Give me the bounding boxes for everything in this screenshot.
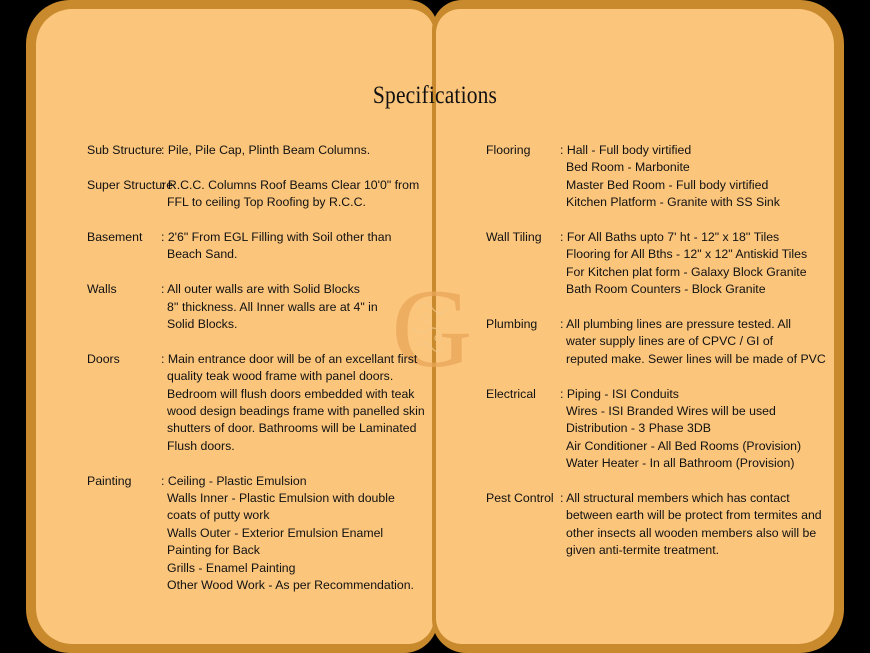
spec-line: Solid Blocks.	[167, 317, 238, 332]
spec-line: Distribution - 3 Phase 3DB	[566, 421, 711, 436]
spec-line: 8'' thickness. All Inner walls are at 4" in	[167, 299, 378, 314]
spec-details	[560, 386, 806, 473]
spec-line: wood design beadings frame with panelled skin	[167, 404, 425, 419]
spec-line: Kitchen Platform - Granite with SS Sink	[566, 195, 780, 210]
spec-line: : All plumbing lines are pressure tested. All	[560, 317, 792, 332]
spec-line: quality teak wood frame with panel doors.	[167, 369, 394, 384]
spec-line: For Kitchen plat form - Galaxy Block Granite	[566, 264, 807, 279]
spec-line: : Hall - Full body virtified	[560, 143, 692, 157]
spec-line: coats of putty work	[167, 508, 270, 523]
spec-line: FFL to ceiling Top Roofing by R.C.C.	[167, 195, 366, 210]
spec-line: Other Wood Work - As per Recommendation.	[167, 578, 414, 593]
spec-line: Beach Sand.	[167, 247, 238, 262]
left-spec-column	[87, 142, 425, 612]
spec-details	[560, 490, 822, 560]
spec-painting	[87, 473, 414, 595]
spec-details	[161, 177, 419, 212]
spec-label: Super Structure	[87, 177, 174, 192]
spec-line: : R.C.C. Columns Roof Beams Clear 10'0" from	[161, 177, 420, 192]
spec-line: : Ceiling - Plastic Emulsion	[161, 473, 307, 488]
spec-label: Wall Tiling	[486, 230, 542, 245]
spec-details	[161, 142, 407, 159]
spec-label: Walls	[87, 282, 117, 297]
spec-sub-structure	[87, 142, 407, 159]
spec-line: : Pile, Pile Cap, Plinth Beam Columns.	[161, 143, 371, 157]
page-title: Specifications	[372, 82, 498, 109]
spec-label: Plumbing	[486, 317, 538, 332]
watermark-letter: G	[391, 278, 473, 378]
spec-pest-control	[486, 490, 822, 560]
spec-line: : 2'6" From EGL Filling with Soil other than	[161, 230, 392, 244]
spec-details	[161, 351, 425, 455]
spec-line: Bath Room Counters - Block Granite	[566, 282, 766, 297]
spec-details	[560, 229, 807, 299]
spec-details	[161, 229, 407, 264]
spec-details	[161, 281, 407, 333]
spec-super-structure	[87, 177, 420, 212]
spec-line: : For All Baths upto 7' ht - 12" x 18'' Tiles	[560, 230, 780, 245]
spec-line: : Piping - ISI Conduits	[560, 386, 679, 401]
spec-line: Water Heater - In all Bathroom (Provision)	[566, 456, 795, 471]
spec-line: between earth will be protect from termites and	[566, 508, 822, 523]
spec-line: shutters of door. Bathrooms will be Laminated	[167, 421, 417, 436]
spec-line: Master Bed Room - Full body virtified	[566, 177, 769, 192]
spec-line: Flooring for All Bths - 12" x 12" Antiskid Tiles	[566, 247, 808, 262]
spec-line: given anti-termite treatment.	[566, 543, 720, 558]
spec-label: Sub Structure	[87, 143, 163, 157]
spec-details	[161, 473, 414, 595]
spec-label: Pest Control	[486, 491, 554, 506]
spec-line: Air Conditioner - All Bed Rooms (Provision)	[566, 438, 802, 453]
spec-wall-tiling	[486, 229, 806, 299]
spec-electrical	[486, 386, 806, 473]
spec-line: Walls Outer - Exterior Emulsion Enamel	[167, 525, 384, 540]
spec-line: Grills - Enamel Painting	[167, 560, 296, 575]
spec-flooring	[486, 142, 806, 212]
spec-basement	[87, 229, 407, 264]
spec-walls	[87, 281, 407, 333]
spec-details	[560, 316, 826, 368]
spec-details	[560, 142, 806, 212]
spec-line: : Main entrance door will be of an excellant first	[161, 351, 418, 366]
spec-line: Painting for Back	[167, 543, 260, 558]
spec-label: Flooring	[486, 143, 531, 157]
spec-line: other insects all wooden members also will be	[566, 525, 817, 540]
spec-label: Doors	[87, 351, 120, 366]
spec-doors	[87, 351, 425, 455]
spec-label: Painting	[87, 473, 132, 488]
spec-line: : All outer walls are with Solid Blocks	[161, 282, 360, 297]
spec-line: Bed Room - Marbonite	[566, 160, 690, 175]
spec-plumbing	[486, 316, 826, 368]
spec-line: Flush doors.	[167, 438, 235, 453]
right-spec-column	[486, 142, 826, 577]
spec-label: Electrical	[486, 386, 536, 401]
spec-line: Wires - ISI Branded Wires will be used	[566, 404, 776, 419]
spec-line: water supply lines are of CPVC / GI of	[566, 334, 774, 349]
spec-line: Bedroom will flush doors embedded with teak	[167, 386, 415, 401]
spec-label: Basement	[87, 230, 143, 244]
spec-line: Walls Inner - Plastic Emulsion with double	[167, 491, 395, 506]
spec-line: : All structural members which has contact	[560, 491, 790, 506]
spec-line: reputed make. Sewer lines will be made of PVC	[566, 351, 826, 366]
